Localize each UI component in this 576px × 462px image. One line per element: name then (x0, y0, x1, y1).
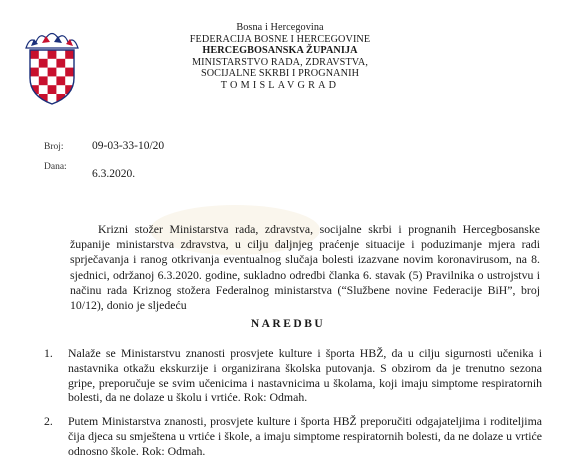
header-line-federation: FEDERACIJA BOSNE I HERCEGOVINE (189, 33, 371, 45)
reference-number-value: 09-03-33-10/20 (92, 140, 165, 152)
order-item-text: Nalaže se Ministarstvu znanosti prosvjete kulture i športa HBŽ, da u cilju sigurnosti učenika i nastavnika otkažu ekskurzije i organizirana školska putovanja. S obzirom da je trenutno sezona gripe, preporučuje se svim učenicima i nastavnicima u školama, koji imaju simptome respiratornih bolesti, da ne dolaze u školu i vrtiće. Rok: Odmah. (68, 346, 542, 405)
date-label: Dana: (44, 162, 67, 172)
date-value: 6.3.2020. (92, 168, 136, 180)
intro-paragraph: Krizni stožer Ministarstva rada, zdravstva, socijalne skrbi i prognanih Hercegbosanske županije ministarstva zdravstva, u cilju daljnjeg praćenje situacije i poduzimanje mjera radi sprječavanja i ranog otkrivanja eventualnog slučaja bolesti izazvane novim koronavirusom, na 8. sjednici, održanoj 6.3.2020. godine, sukladno odredbi članka 6. stavak (5) Pravilnika o ustrojstvu i načinu rada Kriznog stožera Federalnog ministarstva (“Službene novine Federacije BiH”, broj 10/12), donio je sljedeću (70, 222, 540, 313)
order-item-2 (44, 414, 542, 458)
order-title: NAREDBU (250, 318, 326, 330)
header-line-county: HERCEGBOSANSKA ŽUPANIJA (202, 45, 358, 57)
order-item-number: 2. (44, 414, 53, 428)
order-item-1 (44, 346, 542, 405)
reference-number-label: Broj: (44, 142, 64, 152)
order-item-text: Putem Ministarstva znanosti, prosvjete kulture i športa HBŽ preporučiti odgajateljima i roditeljima čija djeca su smještena u vrtiće i škole, a imaju simptome respiratornih bolesti, da ne dolaze u vrtiće odnosno škole. Rok: Odmah. (68, 414, 542, 458)
letterhead (90, 22, 470, 92)
order-item-number: 1. (44, 346, 53, 360)
crest-crown (26, 34, 78, 49)
header-line-ministry: MINISTARSTVO RADA, ZDRAVSTVA, (191, 56, 369, 68)
checkerboard-shield (30, 50, 74, 106)
header-line-ministry-cont: SOCIJALNE SKRBI I PROGNANIH (200, 68, 360, 80)
header-line-country: Bosna i Hercegovina (236, 22, 324, 33)
coat-of-arms-icon (22, 28, 82, 106)
header-line-city: TOMISLAVGRAD (220, 79, 340, 91)
